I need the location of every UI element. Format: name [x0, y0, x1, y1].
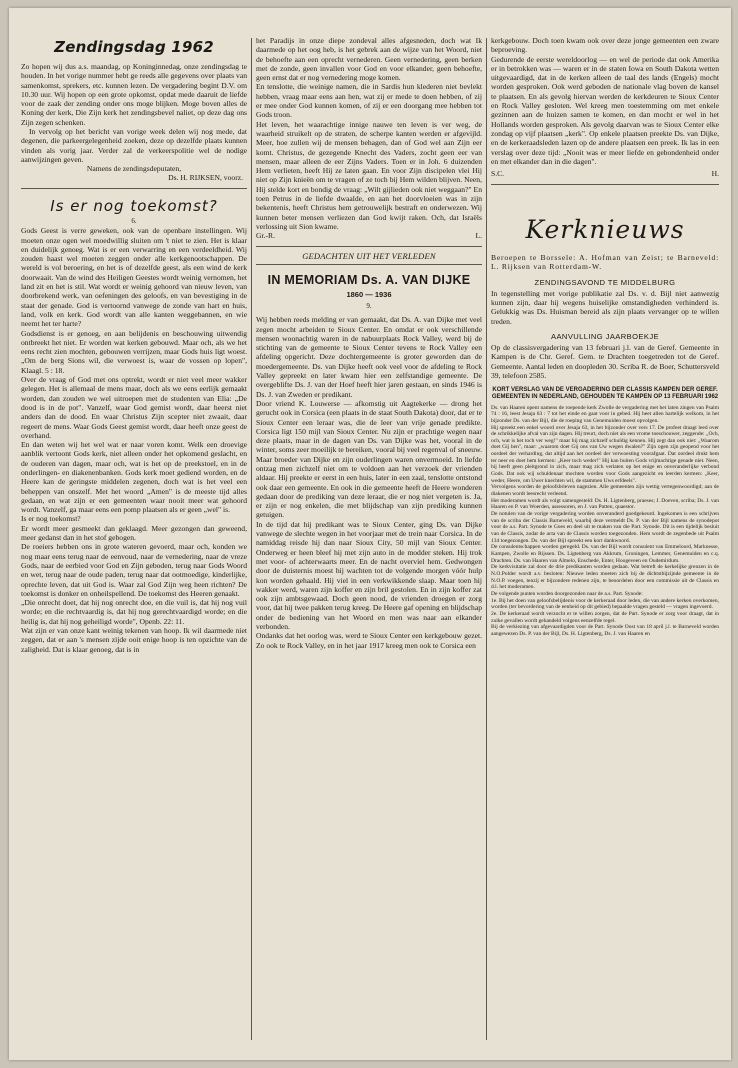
signature-right: H.	[711, 169, 719, 179]
section-rule	[491, 184, 719, 185]
series-kicker: GEDACHTEN UIT HET VERLEDEN	[256, 251, 482, 265]
zendingsdag-signature-line: Namens de zendingsdeputaten,	[86, 164, 182, 174]
kort-verslag-title: KORT VERSLAG VAN DE VERGADERING DER CLASSIS KAMPEN DER GEREF. GEMEENTEN IN NEDERLAND, GEHOUDEN TE KAMPEN OP 13 FEBRUARI 1962	[491, 387, 719, 401]
kort-verslag-body: Ds. van Haaren opent namens de roepende kerk Zwolle de vergadering met het laten zingen van Psalm 74 : 16, leest Jesaja 63 : 7 tot het einde en gaat voor in gebed. Hij heet allen hartelijk welkom, in het bijzonder Ds. van der Bijl, die de roeping van Genemuiden moest opvolgen. Hij spreekt een enkel woord over Jesaja 63, in het bijzonder over vers 17. De profeet draagt leed over de schrikkelijke afval van zijn dagen. Hij treurt, doch niet als een vrome toeschouwer, zeggende: „Och, och, wat is het toch ver weg!" maar hij mag zichzelf schuldig kennen. Hij zegt dan ook niet: „Waarom doet Gij hen", maar: „waarom doet Gij ons van Uw wegen dwalen?" Zijn ogen zijn geopend voor het oordeel der verharding, dat altijd aan het oordeel der verwoesting voorafgaat. Dat oordeel drukt hem ter neer en doet hem kermen: „Keer toch weder!" Hij kan buiten Gods vrijmachtige genade niet. Neen, hij heeft geen pleitgrond in zich, maar mag zich verlaten op het enige en onveranderlijke verbond Gods. Dat ook wij schuldenaar mochten worden voor Gods aangezicht en leerden kermen: „Keer, weder, Heere, om Uwer knechten wil, de stammen Uws erfdeels". Vervolgens worden de geloofsbrieven nagezien. Alle gemeenten zijn wettig vertegenwoordigd; aan de diakenen wordt leesrecht verleend. Het moderamen wordt als volgt samengesteld: Ds. H. Ligtenberg, praeses; J. Doeven, scriba; Ds. J. van Haaren en P. van Woerden, assessoren, en J. van Putten, quaestor. De notulen van de vorige vergadering worden onveranderd goedgekeurd. Ingekomen is een schrijven van de scriba der Classis Barneveld, waarbij deze vermeldt Ds. P. van der Bijl namens de synodepot voor de a.s. Part. Synode te Goes en deel uit te maken van die Part. Synode. Dit is een tijdelijk besluit van de Classis, zodat de acta van de Classis worden toegezonden. Hem wordt de zegenbede uit Psalm 134 toegezongen. Ds. van der Bijl spreekt een kort dankwoord. De consulentschappen worden geregeld. Ds. van der Bijl wordt consulent van Emmeloord, Marknesse, Kampen, Zwolle en Rijssen. Ds. Ligtenberg van Akkrum, Groningen, Lemmer, Genemuiden en c.q. Drachten. Ds. van Haaren van Almelo, Enschede, Enter, Hoogeveen en Oudemirdum. De kerkvisitatie zal door de drie predikanten worden gedaan. Wat betreft de kerkelijke grenzen in de N.O.Polder wordt a.v. besloten: Nieuwe leden moeten zich bij de dichtstbijzijnde gemeente in de N.O.P. voegen, tenzij er bijzondere redenen zijn, te beoordelen door een commissie uit de Classis en d.l. het moderamen. De volgende punten worden doorgezonden naar de a.s. Part. Synode: 1e. Bij het doen van geloofsbelijdenis voor de kerkeraad door leden, die van andere kerken overkomen, worden (ter bevordering van de eenheid op dit gebied) bepaalde vragen gesteld — vragen ingevoerd. 2e. De kerkeraad wordt verzocht er te willen zorgen, dat de Part. Synode er zorg voor draagt, dat in zulke gevallen wordt gehandeld volgens eenzelfde regel. Bij de verkiezing van afgevaardigden voor de Part. Synode Oost van 18 april j.l. te Barneveld worden aangewezen Ds. P. van der Bijl, Ds. H. Ligtenberg, Ds. J. van Haaren en	[491, 404, 719, 637]
memoriam-body: Wij hebben reeds melding er van gemaakt, dat Ds. A. van Dijke met veel zegen mocht arbeiden te Sioux Center. En omdat er ook verschillende mensen woonachtig waren in de nabuurplaats Rock Valley, werd bij de stichting van de gemeente te Sioux Center tevens te Rock Valley een afdeling opgericht. Deze dochtergemeente is groter geworden dan de moedergemeente. Ds. van Dijke heeft ook veel voor de afdeling te Rock Valley gepreekt en later kwam hier een zelfstandige gemeente. De overgeblifte Ds. J. van der Hoef heeft hier jaren gestaan, en sinds 1946 is Ds. J. van Zweden er predikant. Door vriend K. Louwerse — afkomstig uit Aagtekerke — drong het gerucht ook in Corsica (een plaats in de staat South Dakota) door, dat er te Sioux Center een leraar was, die de leer van vrije genade predikte. Corsica ligt 150 mijl van Sioux Center. Nu zijn er prachtige wegen naar deze plaats, maar in de dagen van Ds. van Dijke was het, vooral in de winter, soms zeer moeilijk te bereiken, vooral bij veel regenval of sneeuw. Maar broeder van Dijke en zijn ouderlingen waren onvermoeid. In liefde ontzag men zichzelf niet om te voldoen aan het verzoek der vrienden aldaar. Hij preekte er eerst in een huis, later in een zaal, tenslotte ontstond ook daar een gemeente. En ook in die gemeente heeft de Heere wonderen gedaan door de prediking van deze leraar, die er nog niet vergeten is. Ja, er zijn er nog enkelen, die met blijdschap van zijn prediking kunnen getuigen. In de tijd dat hij predikant was te Sioux Center, ging Ds. van Dijke vanwege de slechte wegen in het voorjaar met de trein naar Corsica. In de namiddag reisde hij dan naar Sioux City, 50 mijl van Sioux Center. Onderweg er heen bleef hij met zijn auto in de modder steken. Hij trok met voor- of achterwaarts meer. En de nacht overviel hem. Gedwongen door de duisternis moest hij wachten tot de volgende morgen vóór hulp kon worden gehaald. Hij viel in een verkwikkende slaap. Maar toen hij wakker werd, waren zijn koffer en zijn bril gestolen. En in zijn koffer zat ook zijn ambtsgewaad. Doch geen nood, de vrienden droegen er zorg voor, dat hij twee pakken terug kreeg. De Heere gaf opening en blijdschap onder de bediening van het Woord en men was naar aan elkander verbonden. Ondanks dat het oorlog was, werd te Sioux Center een kerkgebouw gezet. Zo ook te Rock Valley, en in het jaar 1917 kreeg men ook te Corsica een	[256, 315, 482, 650]
memoriam-number: 9.	[366, 302, 372, 311]
section-rule	[256, 246, 482, 247]
zendingsavond-title: ZENDINGSAVOND TE MIDDELBURG	[534, 277, 676, 287]
zendingsavond-body: In tegenstelling met vorige publikatie zal Ds. v. d. Bijl niet aanwezig kunnen zijn, daar hij wegens huiselijke omstandigheden verhinderd is. Gelukkig was Ds. Huisman bereid als zijn plaats vervanger op te willen treden.	[491, 288, 719, 326]
zendingsdag-para-2: In vervolg op het bericht van vorige week delen wij nog mede, dat degenen, die parkeergelegenheid zoeken, deze op dezelfde plaats kunnen vinden als vorig jaar. Verder zal de verkeerspolitie wel de nodige aanwijzingen geven.	[21, 127, 247, 164]
column-1	[21, 36, 247, 654]
memoriam-continued: kerkgebouw. Doch toen kwam ook over deze jonge gemeenten een zware beproeving. Gedurende de eerste wereldoorlog — en wel de periode dat ook Amerika er in betrokken was — waren er in de staten Iowa en South Dakota wetten uitgevaardigd, dat in de kerken alleen de taal des lands (Engels) mocht worden gesproken. Ook werd geboden de nationale vlag boven de kansel te plaatsen. En als gevolg hiervan werden de kerkdeuren te Sioux Center en Rock Valley gesloten. Wel kreeg men toestemming om met enkele gezinnen aan de huizen samen te komen, en dan mocht er wel in het Hollands worden gesproken. Als gevolg daarvan was te Sioux Center elke zondag op vijf plaatsen „kerk". Op enkele plaatsen preekte Ds. van Dijke, en de kerkeraadsleden lazen op de andere plaatsen een preek. Ik las in een verslag over deze tijd: „Nooit was er meer liefde en gebondenheid onder en met elkander dan in die dagen".	[491, 36, 719, 166]
newspaper-page	[9, 8, 731, 1060]
kerknieuws-title: Kerknieuws	[525, 215, 685, 245]
toekomst-continued: het Paradijs in onze diepe zondeval alles afgesneden, doch wat Ik daarmede op het oog heb, is het gebrek aan de wijze van het Woord, niet de behoefte aan een oprecht vernederen. Geen vernedering, geen berken met de zonde, geen invallen voor God en voor elkander, geen behoefte, geen ernst dat er nog vernedering moge komen. En tenslotte, die weinige namen, die in Sardis hun klederen niet bevlekt hebben, vraag maar eens aan hen, wat zij er mede te doen hebben, of zij er mee onder God kunnen komen, of zij er een doorgang mee hebben tot Gods troon. Het leven, het waarachtige innige nauwe ten leven is ver weg, de waarheid struikelt op de straten, de scherpe kanten werden er afgevijld. Meer, hoe zullen wij de mensen behagen, dan of God wel aan Zijn eer komt. Christus, de gezegende Knecht des Vaders, zocht geen eer van mensen, maar alleen de eer Zijns Vaders. Toen er in Joh. 6 duizenden Hem verlieten, heeft Hij ze laten gaan. En voor Zijn discipelen vlei Hij niet op Zijn knieën om te vragen of ze toch bij Hem wilden blijven. Neen, Hij stelde kort en bondig de vraag: „Wilt gijlieden ook niet weggaan?" En toen Petrus in de liefde dwaalde, en aan het doorvloeien was in zijn bekentenis, heeft Christus hem getrouwelijk bestraft en onderwezen. Wij kunnen beter mensen verliezen dan God kwijt raken. Och, dat Israëls verlossing uit Sion kwame.	[256, 36, 482, 231]
aanvulling-title: AANVULLING JAARBOEKJE	[551, 331, 659, 341]
toekomst-body: Gods Geest is verre geweken, ook van de openbare instellingen. Wij moeten onze ogen wel moedwillig sluiten om 't niet te zien. Het is klaar en duidelijk genoeg. Wat is er een verwarring en een verdeeldheid. Wij zouden haast wel moeten zeggen onder alle kerkgenootschappen. De wereld is vol beroering, en het is of dezelfde geest, als een wind de kerk doorwaait. Van de wind des Heiligen Geestes wordt weinig vernomen, het land zit en het is stil. Wat wordt er weinig gehoord van nieuw leven, van doorbrekend werk, van oefeningen des geloofs, en van bevestiging in de staat der genade. God is vertoornd vanwege de zonde van hart en huis, land, volk en kerk. God wordt van alle kanten weggebannen, en wie neemt het ter harte? Godsdienst is er genoeg, en aan belijdenis en beschouwing uitwendig ontbreekt het niet. Er worden wat kerken gebouwd. Maar och, als we het eens recht zien mochten, gebouwen verrijzen, maar Gods huis ligt woest. „Om de berg Sions wil, die verwoest is, waar de vossen op lopen", Klaagl. 5 : 18. Over de vraag of God met ons optrekt, wordt er niet veel meer wakker gelegen. Het is allemaal de mens maar, doch als we eens eerlijk gemaakt worden, dan zouden we wel uitroepen met de studenten van Elia: „De dood is in de pot". Vanzelf, waar God gemist wordt, daar heerst niet anders dan de dood. En waar Christus Zijn scepter niet zwaait, daar regeert de mens. Waar Gods Geest gemist wordt, daar heeft onze geest de overhand. En dan weten wij het wel wat er naar voren komt. Welk een droevige aanblik vertoont Gods kerk, niet alleen onder het opkomend geslacht, en de ouderen van dagen, maar och, wat is het op de preekstoel, en in de onderlingen- en diakenenbanken. Gods kerk moet gediend worden, en de Heere kan de geringste middelen zegenen, doch wat is het veel een beheppen van onszelf. Met het woord „Amen" is de meeste tijd alles gedaan, en wat zijn er een gemeenten waar nooit meer wat gehoord wordt. Vanzelf, ga maar eens een pomp plaatsen als er geen „wel" is. Is er nog toekomst? Er wordt meer gesmeekt dan geklaagd. Meer gezongen dan geweend, meer gedanst dan in het stof gebogen. De roeiers hebben ons in grote wateren gevoerd, maar och, konden we nog maar eens terug naar de eenvoud, naar de vernedering, naar de vreze Gods, naar de eerbied voor God en Zijn geboden, terug naar Gods Woord en wet, terug naar de oude paden, terug naar dat ootmoedige, kinderlijke, oprechte leven, dat uit God is. Waar zal God Zijn weg heen richten? De toekomst is donker en onheilspellend. De toekomst des Heeren genaakt. „Die onrecht doet, dat hij nog onrecht doe, en die vuil is, dat hij nog vuil worde; en die rechtvaardig is, dat hij nog gerechtvaardigd worde; en die heilig is, dat hij nog geheiligd worde", Openb. 22: 11. Wat zijn er van onze kant weinig tekenen van hoop. Ik wil daarmede niet zeggen, dat er aan 's mensen zijde ooit enige hoop is ten opzichte van de zaligheid. Dat is klaar genoeg, dat is in	[21, 226, 247, 654]
beroepen-text: Beroepen te Borssele: A. Hofman van Zeist; te Barneveld: L. Rijksen van Rotterdam-W.	[491, 253, 719, 272]
signature-left: Gr.-R.	[256, 231, 275, 241]
signature-left: S.C.	[491, 169, 505, 179]
aanvulling-body: Op de classisvergadering van 13 februari j.l. van de Geref. Gemeente in Kampen is de Chr. Geref. Gem. te Drachten toegetreden tot de Geref. Gemeente. Aantal leden en doopleden 30. Scriba R. de Boer, Schuttersveld 39, telefoon 2585.	[491, 342, 719, 380]
toekomst-number: 6.	[131, 217, 137, 226]
zendingsdag-title: Zendingsdag 1962	[54, 38, 214, 56]
section-rule	[21, 188, 247, 189]
zendingsdag-para-1: Zo hopen wij dus a.s. maandag, op Koninginnedag, onze zendingsdag te houden. In het vorige nummer hebt ge reeds alle gegevens over plaats van samenkomst, sprekers, etc. kunnen lezen. De vergadering begint D.V. om 10.30 uur. Wij hopen op een grote opkomst, opdat mede daaruit de liefde voor de zaak der zending onder ons moge blijken. Moge boven alles de Koning der kerk, Die Zijn kerk het zendingsbevel naliet, op deze dag ons Zijn zegen schenken.	[21, 62, 247, 127]
memoriam-signature	[491, 169, 719, 178]
signature-right: L.	[475, 231, 482, 241]
memoriam-title: IN MEMORIAM Ds. A. VAN DIJKE	[267, 273, 471, 288]
column-2	[256, 36, 482, 650]
column-divider	[251, 38, 252, 1040]
column-divider	[486, 38, 487, 1040]
memoriam-dates: 1860 — 1936	[346, 290, 392, 300]
toekomst-title: Is er nog toekomst?	[50, 197, 218, 216]
zendingsdag-signature-name: Ds. H. RIJKSEN, voorz.	[168, 173, 243, 183]
toekomst-signature	[256, 231, 482, 240]
column-3	[491, 36, 719, 638]
